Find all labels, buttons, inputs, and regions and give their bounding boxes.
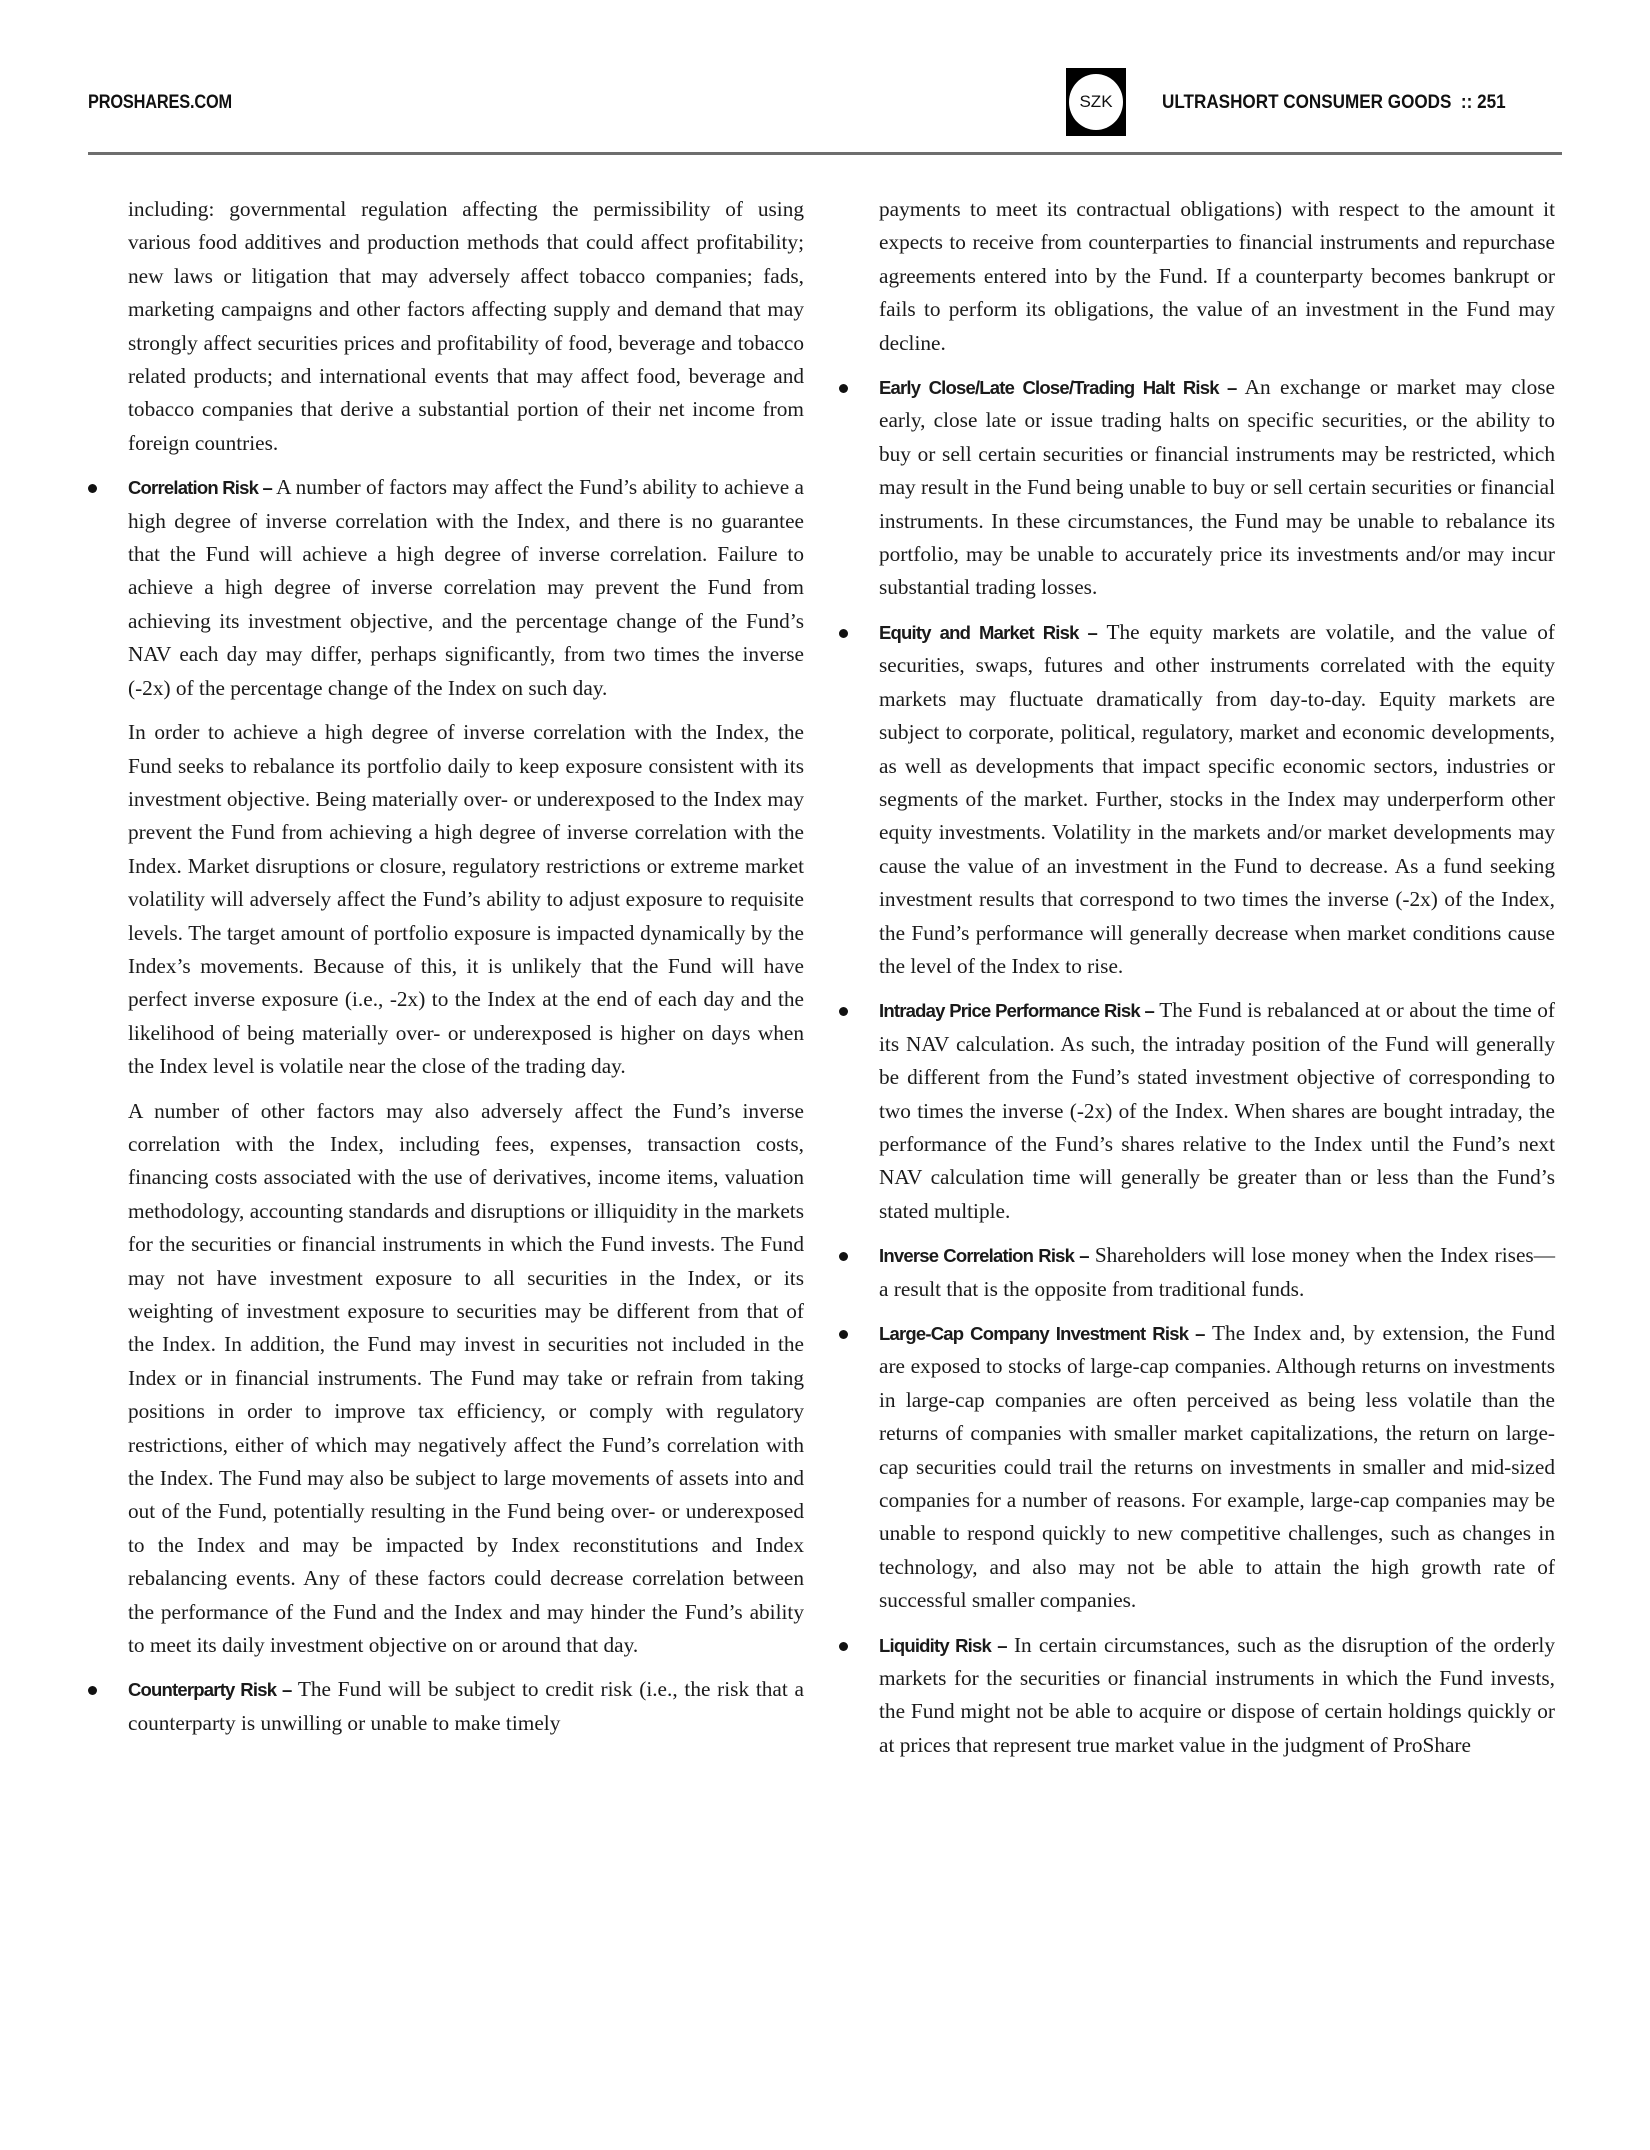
bullet-icon (88, 1686, 97, 1695)
counterparty-continued: payments to meet its contractual obligations) with respect to the amount it expects to receive from counterparties to financial instruments and repurchase agreements entered into by the Fund. If a counterparty becomes bankrupt or fails to perform its obligations, the value of an investment in the Fund may decline. (879, 197, 1555, 355)
risk-term: Large-Cap Company Investment Risk – (879, 1323, 1205, 1344)
risk-item-liquidity (879, 1629, 1555, 1763)
risk-term: Early Close/Late Close/Trading Halt Risk – (879, 377, 1237, 399)
risk-text: The Fund will be subject to credit risk (i.e., the risk that a counterparty is unwilling or unable to make timely (128, 1677, 804, 1735)
left-column (128, 193, 804, 1751)
bullet-icon (839, 1330, 848, 1339)
risk-item-large-cap (879, 1317, 1555, 1618)
ticker-badge (1066, 68, 1126, 136)
page-title: ULTRASHORT CONSUMER GOODS :: 251 (1162, 92, 1506, 113)
page-header (0, 0, 1650, 160)
correlation-paragraph-2: In order to achieve a high degree of inverse correlation with the Index, the Fund seeks to rebalance its portfolio daily to keep exposure consistent with its investment objective. Being materially over- or underexposed to the Index may prevent the Fund from achieving a high degree of inverse correlation with the Index. Market disruptions or closure, regulatory restrictions or extreme market volatility will adversely affect the Fund’s ability to adjust exposure to requisite levels. The target amount of portfolio exposure is impacted dynamically by the Index’s movements. Because of this, it is unlikely that the Fund will have perfect inverse exposure (i.e., -2x) to the Index at the end of each day and the likelihood of being materially over- or underexposed is higher on days when the Index level is volatile near the close of the trading day. (128, 720, 804, 1079)
risk-item-early-close (879, 371, 1555, 605)
risk-text: The Index and, by extension, the Fund are exposed to stocks of large-cap companies. Although returns on investments in large-cap companies are often perceived as being less volatile than the returns of companies with smaller market capitalizations, the return on large-cap securities could trail the returns on investments in smaller and mid-sized companies for a number of reasons. For example, large-cap companies may be unable to respond quickly to new competitive challenges, such as changes in technology, and also may not be able to attain the high growth rate of successful smaller companies. (879, 1321, 1555, 1613)
risk-text: The Fund is rebalanced at or about the time of its NAV calculation. As such, the intraday position of the Fund will generally be different from the Fund’s stated investment objective of corresponding to two times the inverse (-2x) of the Index. When shares are bought intraday, the performance of the Fund’s shares relative to the Index until the Fund’s next NAV calculation time will generally be greater than or less than the Fund’s stated multiple. (879, 998, 1555, 1223)
risk-term: Intraday Price Performance Risk – (879, 1000, 1154, 1022)
risk-text: The equity markets are volatile, and the value of securities, swaps, futures and other instruments correlated with the equity markets may fluctuate dramatically from day-to-day. Equity markets are subject to corporate, political, regulatory, market and economic developments, as well as developments that impact specific economic sectors, industries or segments of the market. Further, stocks in the Index may underperform other equity investments. Volatility in the markets and/or market developments may cause the value of an investment in the Fund to decrease. As a fund seeking investment results that correspond to two times the inverse (-2x) of the Index, the Fund’s performance will generally decrease when market conditions cause the level of the Index to rise. (879, 619, 1555, 978)
ticker-badge-label: SZK (1069, 74, 1123, 130)
bullet-icon (88, 484, 97, 493)
risk-text: A number of factors may affect the Fund’s ability to achieve a high degree of inverse correlation with the Index, and there is no guarantee that the Fund will achieve a high degree of inverse correlation. Failure to achieve a high degree of inverse correlation may prevent the Fund from achieving its investment objective, and the percentage change of the Fund’s NAV each day may differ, perhaps significantly, from two times the inverse (-2x) of the percentage change of the Index on such day. (128, 475, 804, 700)
risk-item-correlation (128, 471, 804, 705)
risk-term: Correlation Risk – (128, 477, 272, 499)
risk-item-counterparty (128, 1673, 804, 1740)
risk-item-inverse-correlation (879, 1239, 1555, 1306)
intro-paragraph: including: governmental regulation affecting the permissibility of using various food additives and production methods that could affect profitability; new laws or litigation that may adversely affect tobacco companies; fads, marketing campaigns and other factors affecting supply and demand that may strongly affect securities prices and profitability of food, beverage and tobacco related products; and international events that may affect food, beverage and tobacco companies that derive a substantial portion of their net income from foreign countries. (128, 197, 804, 455)
correlation-paragraph-3: A number of other factors may also adversely affect the Fund’s inverse correlation with the Index, including fees, expenses, transaction costs, financing costs associated with the use of derivatives, income items, valuation methodology, accounting standards and disruptions or illiquidity in the markets for the securities or financial instruments in which the Fund invests. The Fund may not have investment exposure to all securities in the Index, or its weighting of investment exposure to securities may be different from that of the Index. In addition, the Fund may invest in securities not included in the Index or in financial instruments. The Fund may take or refrain from taking positions in order to improve tax efficiency, or comply with regulatory restrictions, either of which may negatively affect the Fund’s correlation with the Index. The Fund may also be subject to large movements of assets into and out of the Fund, potentially resulting in the Fund being over- or underexposed to the Index and may be impacted by Index reconstitutions and Index rebalancing events. Any of these factors could decrease correlation between the performance of the Fund and the Index and may hinder the Fund’s ability to meet its daily investment objective on or around that day. (128, 1098, 804, 1658)
header-divider (88, 152, 1562, 155)
risk-term: Equity and Market Risk – (879, 621, 1097, 643)
right-column (879, 193, 1555, 1773)
risk-term: Inverse Correlation Risk – (879, 1245, 1089, 1267)
risk-term: Liquidity Risk – (879, 1634, 1007, 1656)
site-name: PROSHARES.COM (88, 92, 232, 113)
risk-text: In certain circumstances, such as the disruption of the orderly markets for the securities or financial instruments in which the Fund invests, the Fund might not be able to acquire or dispose of certain holdings quickly or at prices that represent true market value in the judgment of ProShare (879, 1632, 1555, 1757)
risk-term: Counterparty Risk – (128, 1679, 292, 1701)
risk-text: An exchange or market may close early, close late or issue trading halts on specific securities, or the ability to buy or sell certain securities or financial instruments may be restricted, which may result in the Fund being unable to buy or sell certain securities or financial instruments. In these circumstances, the Fund may be unable to rebalance its portfolio, may be unable to accurately price its investments and/or may incur substantial trading losses. (879, 375, 1555, 600)
bullet-icon (839, 1007, 848, 1016)
risk-item-intraday (879, 994, 1555, 1228)
risk-text: Shareholders will lose money when the Index rises—a result that is the opposite from traditional funds. (879, 1243, 1555, 1301)
bullet-icon (839, 384, 848, 393)
risk-item-equity-market (879, 616, 1555, 983)
bullet-icon (839, 1642, 848, 1651)
bullet-icon (839, 629, 848, 638)
bullet-icon (839, 1252, 848, 1261)
